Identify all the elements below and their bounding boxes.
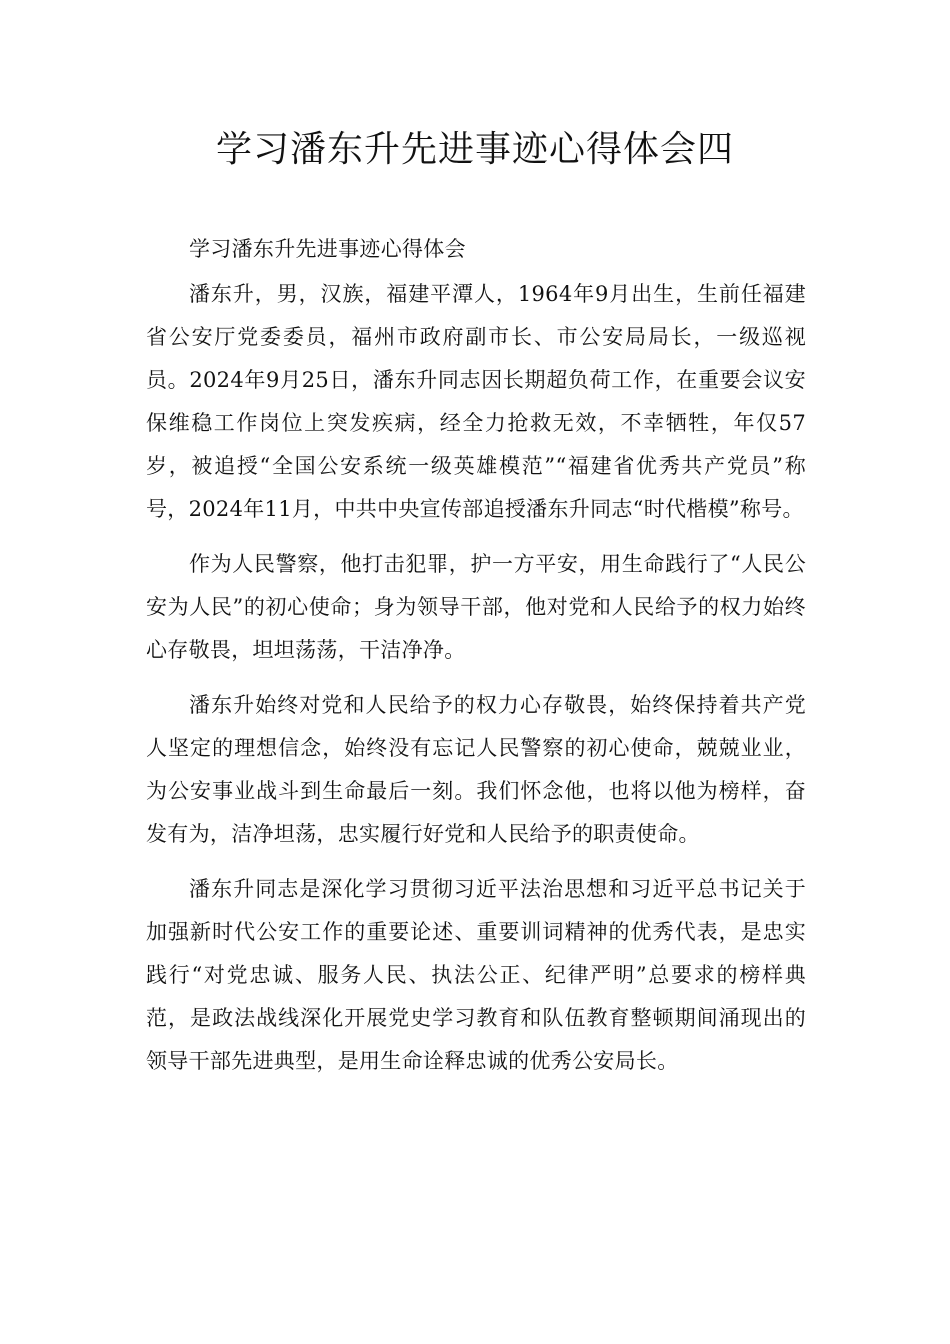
- paragraph-biography: 潘东升，男，汉族，福建平潭人，1964年9月出生，生前任福建省公安厅党委委员，福州市政府副市长、市公安局局长，一级巡视员。2024年9月25日，潘东升同志因长期超负荷工作，在重要会议安保维稳工作岗位上突发疾病，经全力抢救无效，不幸牺牲，年仅57岁，被追授“全国公安系统一级英雄模范”“福建省优秀共产党员”称号，2024年11月，中共中央宣传部追授潘东升同志“时代楷模”称号。: [146, 282, 806, 521]
- document-body: [146, 228, 806, 1095]
- paragraph-model: 潘东升同志是深化学习贯彻习近平法治思想和习近平总书记关于加强新时代公安工作的重要论述、重要训词精神的优秀代表，是忠实践行“对党忠诚、服务人民、执法公正、纪律严明”总要求的榜样典范，是政法战线深化开展党史学习教育和队伍教育整顿期间涌现出的领导干部先进典型，是用生命诠释忠诚的优秀公安局长。: [146, 877, 806, 1073]
- document-title: 学习潘东升先进事迹心得体会四: [215, 129, 734, 170]
- paragraph-reverence: 潘东升始终对党和人民给予的权力心存敬畏，始终保持着共产党人坚定的理想信念，始终没有忘记人民警察的初心使命，兢兢业业，为公安事业战斗到生命最后一刻。我们怀念他，也将以他为榜样，奋发有为，洁净坦荡，忠实履行好党和人民给予的职责使命。: [146, 693, 806, 846]
- document-subtitle: 学习潘东升先进事迹心得体会: [189, 237, 466, 261]
- paragraph-police-role: 作为人民警察，他打击犯罪，护一方平安，用生命践行了“人民公安为人民”的初心使命；身为领导干部，他对党和人民给予的权力始终心存敬畏，坦坦荡荡，干洁净净。: [146, 552, 806, 662]
